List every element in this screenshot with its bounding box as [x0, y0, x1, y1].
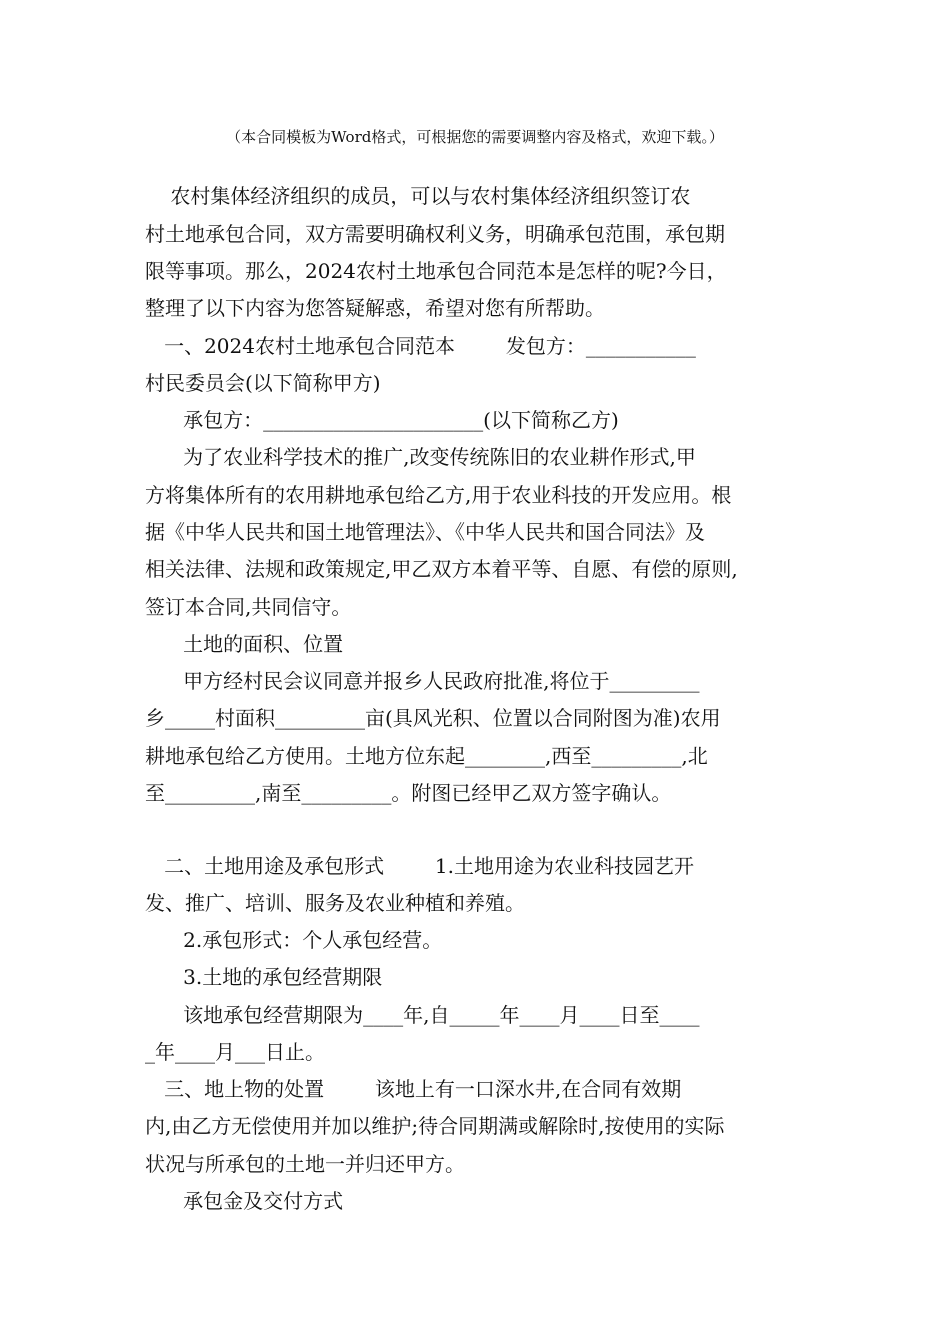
text-line: 该地承包经营期限为____年,自_____年____月____日至____ — [145, 1003, 700, 1027]
text-line: 签订本合同,共同信守。 — [145, 595, 352, 619]
text-line: 限等事项。那么，2024农村土地承包合同范本是怎样的呢?今日， — [145, 259, 727, 283]
contractor-line: 承包方：______________________(以下简称乙方) — [145, 408, 619, 432]
section-heading-1: 一、2024农村土地承包合同范本 发包方：___________ — [145, 334, 696, 358]
text-line: 至_________,南至_________。附图已经甲乙双方签字确认。 — [145, 781, 672, 805]
text-line: 2.承包形式：个人承包经营。 — [145, 928, 443, 952]
text-line: 耕地承包给乙方使用。土地方位东起________,西至_________,北 — [145, 744, 708, 768]
section-heading-3: 三、地上物的处置 该地上有一口深水井,在合同有效期 — [145, 1077, 682, 1101]
text-line: 方将集体所有的农用耕地承包给乙方,用于农业科技的开发应用。根 — [145, 483, 732, 507]
text-line: 村土地承包合同，双方需要明确权利义务，明确承包范围，承包期 — [145, 222, 725, 246]
text-line: 据《中华人民共和国土地管理法》、《中华人民共和国合同法》及 — [145, 520, 705, 544]
text-line: 相关法律、法规和政策规定,甲乙双方本着平等、自愿、有偿的原则, — [145, 557, 738, 581]
template-note: （本合同模板为Word格式，可根据您的需要调整内容及格式，欢迎下载。） — [226, 128, 724, 146]
section-heading-2: 二、土地用途及承包形式 1.土地用途为农业科技园艺开 — [145, 854, 695, 878]
text-line: 甲方经村民会议同意并报乡人民政府批准,将位于_________ — [145, 669, 700, 693]
text-line: 内,由乙方无偿使用并加以维护;待合同期满或解除时,按使用的实际 — [145, 1114, 725, 1138]
text-line: 发、推广、培训、服务及农业种植和养殖。 — [145, 891, 525, 915]
subheading-payment: 承包金及交付方式 — [145, 1189, 344, 1213]
text-line: 3.土地的承包经营期限 — [145, 965, 383, 989]
text-line: 农村集体经济组织的成员，可以与农村集体经济组织签订农 — [145, 184, 691, 208]
text-line: 为了农业科学技术的推广,改变传统陈旧的农业耕作形式,甲 — [145, 445, 696, 469]
text-line: 村民委员会(以下简称甲方) — [145, 371, 381, 395]
text-line: _年____月___日止。 — [145, 1040, 325, 1064]
text-line: 整理了以下内容为您答疑解惑，希望对您有所帮助。 — [145, 296, 605, 320]
text-line: 状况与所承包的土地一并归还甲方。 — [145, 1152, 465, 1176]
subheading-land-area: 土地的面积、位置 — [145, 632, 344, 656]
text-line: 乡_____村面积_________亩(具风光积、位置以合同附图为准)农用 — [145, 706, 721, 730]
